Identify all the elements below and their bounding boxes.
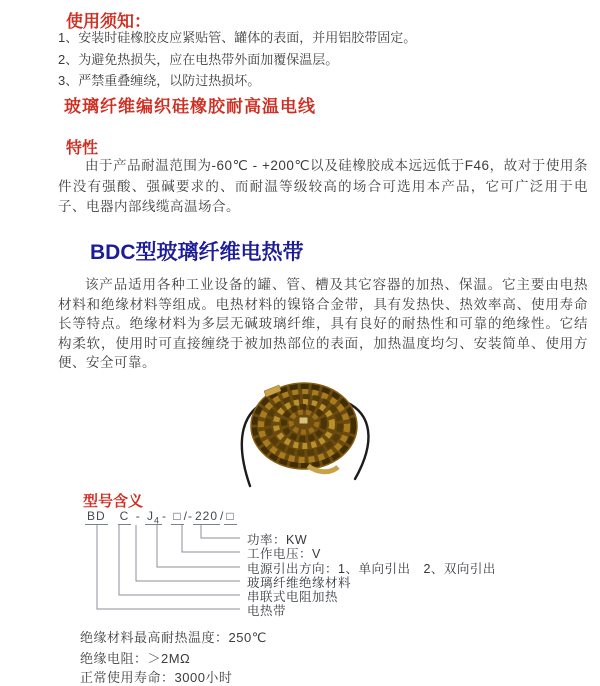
model-code [85,509,237,525]
usage-notes-list [58,27,416,92]
model-label-heating-tape: 电热带 [247,604,287,618]
model-code-part-220: 220 [194,509,219,523]
model-code-part-c: C [119,509,130,523]
bdc-product-body: 该产品适用各种工业设备的罐、管、槽及其它容器的加热、保温。它主要由电热材料和绝缘材料等组成。电热材料的镍铬合金带，具有发热快、热效率高、使用寿命长等特点。绝缘材料为多层无碱玻璃纤维，具有良好的耐热性和可靠的绝缘性。它结构柔软，使用时可直接缠绕于被加热部位的表面，加热温度均匀、安装简单、使用方便、安全可靠。 [58,277,588,370]
wire-product-heading: 玻璃纤维编织硅橡胶耐高温电线 [64,97,316,116]
spec-service-life: 正常使用寿命：3000小时 [80,670,233,685]
model-meaning-title: 型号含义 [83,493,144,510]
model-code-separator: / [220,509,225,523]
spec-max-temperature: 绝缘材料最高耐热温度：250℃ [80,630,267,645]
features-title: 特性 [66,140,99,157]
coil-illustration [234,376,382,498]
model-code-separator: - [162,509,168,523]
bdc-product-title: BDC型玻璃纤维电热带 [90,241,304,264]
heating-tape-coil-image [234,376,382,498]
model-code-part-j4: $J_4$ [147,509,161,526]
model-label-lead-direction: 电源引出方向：1、单向引出 2、双向引出 [247,562,496,576]
model-label-insulation: 玻璃纤维绝缘材料 [247,576,352,590]
usage-notes-title: 使用须知： [66,12,151,31]
model-label-series-heating: 串联式电阻加热 [247,590,339,604]
model-code-separator: /- [183,509,193,523]
features-body: 由于产品耐温范围为-60℃ - +200℃以及硅橡胶成本远远低于F46，故对于使用条件没有强酸、强碱要求的、而耐温等级较高的场合可选用本产品，它可广泛用于电子、电器内部线缆高温场合。 [58,158,588,214]
model-code-part-box2: □ [226,509,235,523]
model-tree-lines [58,509,258,621]
usage-note-item: 2、为避免热损失，应在电热带外面加覆保温层。 [58,51,339,67]
spec-insulation-resistance: 绝缘电阻：＞2MΩ [80,651,191,666]
model-code-separator: - [135,509,141,523]
model-code-part-bd: BD [87,509,106,523]
usage-note-item: 1、安装时硅橡胶皮应紧贴管、罐体的表面，并用铝胶带固定。 [58,30,417,45]
usage-note-item: 3、严禁重叠缠绕，以防过热损坏。 [58,73,261,88]
model-label-power: 功率：KW [247,533,308,547]
model-code-diagram [58,509,578,627]
model-label-voltage: 工作电压：V [247,547,321,561]
model-code-part-box1: □ [173,509,182,523]
